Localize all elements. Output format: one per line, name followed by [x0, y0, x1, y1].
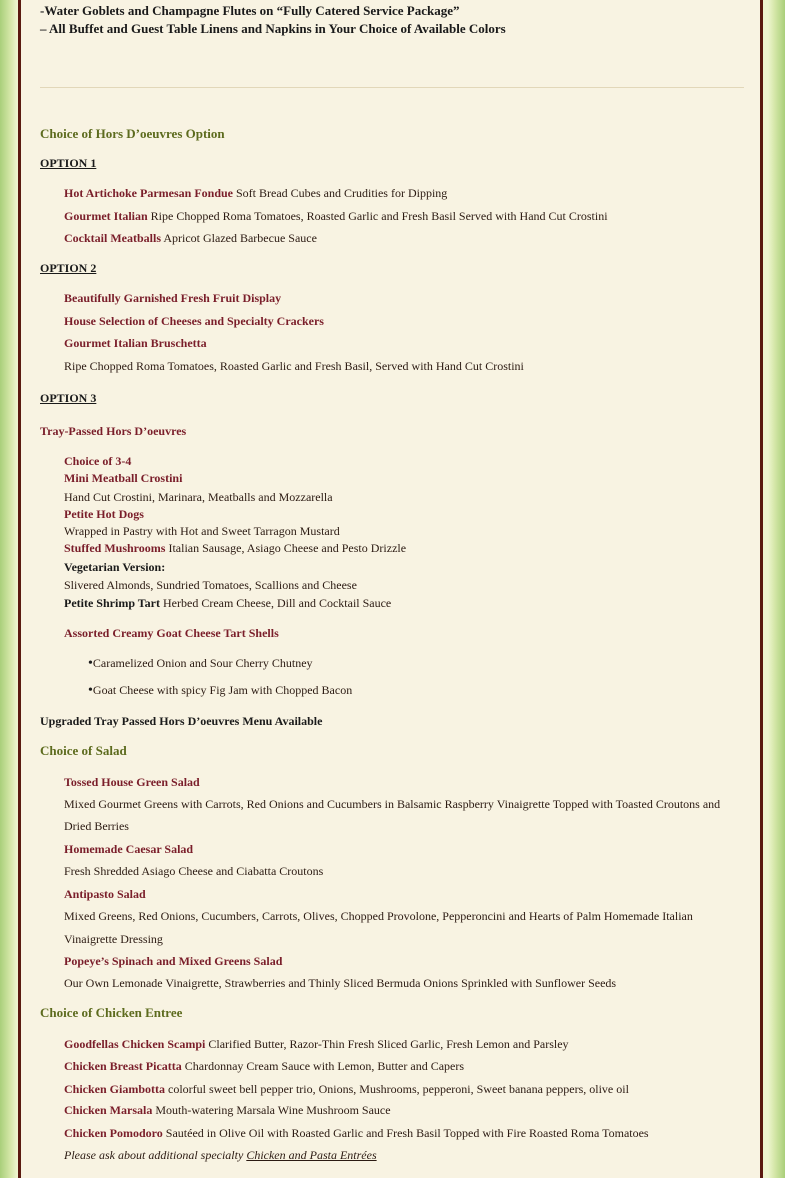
option-1-label: OPTION 1 [40, 156, 97, 170]
chicken-item [64, 1126, 649, 1140]
bullet-item [88, 656, 313, 671]
bruschetta-desc: Ripe Chopped Roma Tomatoes, Roasted Garlic and Fresh Basil, Served with Hand Cut Crostini [64, 359, 524, 373]
chicken-item [64, 1059, 464, 1073]
vegetarian-desc: Slivered Almonds, Sundried Tomatoes, Scallions and Cheese [64, 578, 357, 592]
item-name: Chicken Breast Picatta [64, 1059, 182, 1073]
choice-count: Choice of 3-4 [64, 454, 132, 468]
shrimp-item [64, 596, 391, 610]
section-divider [40, 87, 744, 88]
bullet-icon: • [88, 683, 93, 698]
caesar-salad-name: Homemade Caesar Salad [64, 842, 194, 856]
bullet-item [88, 683, 352, 698]
package-line-2: – All Buffet and Guest Table Linens and Napkins in Your Choice of Available Colors [40, 21, 506, 36]
upgrade-note: Upgraded Tray Passed Hors D’oeuvres Menu Available [40, 714, 323, 728]
item-name: Chicken Giambotta [64, 1082, 166, 1096]
shrimp-name: Petite Shrimp Tart [64, 596, 160, 610]
option-1-item [64, 231, 317, 245]
vegetarian-label: Vegetarian Version: [64, 560, 166, 574]
shrimp-desc: Herbed Cream Cheese, Dill and Cocktail Sauce [160, 596, 392, 610]
option-2-item: Gourmet Italian Bruschetta [64, 336, 207, 350]
item-desc: colorful sweet bell pepper trio, Onions, Mushrooms, pepperoni, Sweet banana peppers, olive oil [165, 1082, 629, 1096]
option-1-item [64, 209, 608, 223]
chicken-pasta-entrees-link[interactable]: Chicken and Pasta Entrées [246, 1148, 377, 1162]
option-2-item: Beautifully Garnished Fresh Fruit Display [64, 291, 282, 305]
tray-passed-heading: Tray-Passed Hors D’oeuvres [40, 424, 187, 438]
antipasto-salad-name: Antipasto Salad [64, 887, 146, 901]
mushroom-desc: Italian Sausage, Asiago Cheese and Pesto Drizzle [165, 541, 407, 555]
tossed-salad-name: Tossed House Green Salad [64, 775, 200, 789]
option-2-item: House Selection of Cheeses and Specialty Crackers [64, 314, 324, 328]
option-2-label: OPTION 2 [40, 261, 97, 275]
tossed-salad-desc: Mixed Gourmet Greens with Carrots, Red Onions and Cucumbers in Balsamic Raspberry Vinaigrette Topped with Toasted Croutons and [64, 797, 721, 811]
spinach-salad-name: Popeye’s Spinach and Mixed Greens Salad [64, 954, 283, 968]
option-1-item [64, 186, 447, 200]
bullet-text: Goat Cheese with spicy Fig Jam with Chopped Bacon [92, 683, 353, 697]
specialty-note [64, 1148, 377, 1162]
mushroom-name: Stuffed Mushrooms [64, 541, 166, 555]
caesar-salad-desc: Fresh Shredded Asiago Cheese and Ciabatta Croutons [64, 864, 324, 878]
antipasto-salad-desc: Mixed Greens, Red Onions, Cucumbers, Carrots, Olives, Chopped Provolone, Pepperoncini and Hearts of Palm Homemade Italian [64, 909, 693, 923]
item-desc: Soft Bread Cubes and Crudities for Dipping [233, 186, 448, 200]
item-name: Hot Artichoke Parmesan Fondue [64, 186, 233, 200]
tossed-salad-desc-cont: Dried Berries [64, 819, 129, 833]
item-desc: Clarified Butter, Razor-Thin Fresh Sliced Garlic, Fresh Lemon and Parsley [205, 1037, 569, 1051]
bullet-text: Caramelized Onion and Sour Cherry Chutney [92, 656, 313, 670]
meatball-name: Mini Meatball Crostini [64, 471, 183, 485]
item-name: Gourmet Italian [64, 209, 148, 223]
chicken-heading: Choice of Chicken Entree [40, 1005, 183, 1020]
package-line-1: -Water Goblets and Champagne Flutes on “Fully Catered Service Package” [40, 3, 460, 18]
item-name: Chicken Marsala [64, 1103, 153, 1117]
item-desc: Sautéed in Olive Oil with Roasted Garlic and Fresh Basil Topped with Fire Roasted Roma Tomatoes [162, 1126, 649, 1140]
goat-cheese-heading: Assorted Creamy Goat Cheese Tart Shells [64, 626, 279, 640]
hors-heading: Choice of Hors D’oeuvres Option [40, 126, 225, 141]
meatball-desc: Hand Cut Crostini, Marinara, Meatballs and Mozzarella [64, 490, 333, 504]
mushroom-item [64, 541, 406, 555]
item-desc: Apricot Glazed Barbecue Sauce [161, 231, 317, 245]
antipasto-salad-desc-cont: Vinaigrette Dressing [64, 932, 163, 946]
option-3-label: OPTION 3 [40, 391, 97, 405]
item-desc: Ripe Chopped Roma Tomatoes, Roasted Garlic and Fresh Basil Served with Hand Cut Crostini [147, 209, 608, 223]
item-desc: Mouth-watering Marsala Wine Mushroom Sauce [152, 1103, 391, 1117]
chicken-item [64, 1037, 569, 1051]
item-name: Chicken Pomodoro [64, 1126, 163, 1140]
specialty-note-text: Please ask about additional specialty [64, 1148, 247, 1162]
chicken-item [64, 1082, 629, 1096]
item-name: Goodfellas Chicken Scampi [64, 1037, 206, 1051]
hotdog-desc: Wrapped in Pastry with Hot and Sweet Tarragon Mustard [64, 524, 340, 538]
chicken-item [64, 1103, 391, 1117]
spinach-salad-desc: Our Own Lemonade Vinaigrette, Strawberries and Thinly Sliced Bermuda Onions Sprinkled with Sunflower Seeds [64, 976, 617, 990]
hotdog-name: Petite Hot Dogs [64, 507, 144, 521]
item-desc: Chardonnay Cream Sauce with Lemon, Butter and Capers [181, 1059, 465, 1073]
bullet-icon: • [88, 656, 93, 671]
salad-heading: Choice of Salad [40, 743, 127, 758]
item-name: Cocktail Meatballs [64, 231, 161, 245]
